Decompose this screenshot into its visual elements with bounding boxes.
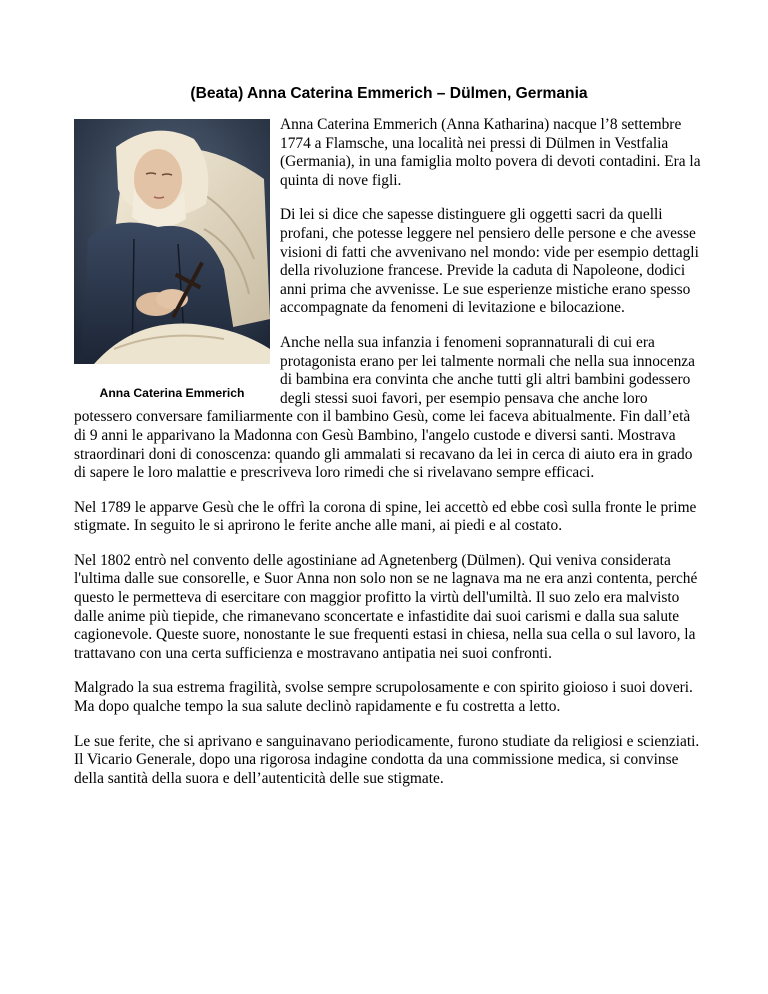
paragraph-birth: Anna Caterina Emmerich (Anna Katharina) nacque l’8 settembre 1774 a Flamsche, una località nei pressi di Dülmen in Vestfalia (Germania), in una famiglia molto povera di devoti contadini. Era la quinta di nove figli. [280,116,701,189]
paragraph-fragility: Malgrado la sua estrema fragilità, svolse sempre scrupolosamente e con spirito gioioso i suoi doveri. Ma dopo qualche tempo la sua salute declinò rapidamente e fu costretta a letto. [74,679,693,716]
document-title: (Beata) Anna Caterina Emmerich – Dülmen, Germania [190,85,588,102]
paragraph-convent: Nel 1802 entrò nel convento delle agostiniane ad Agnetenberg (Dülmen). Qui veniva considerata l'ultima dalle sue consorelle, e Suor Anna non solo non se ne lagnava ma ne era anzi contenta, perché questo le permetteva di esercitare con maggior profitto la virtù dell'umiltà. Il suo zelo era malvisto dalle anime più tiepide, che rimanevano sconcertate e infastidite dai suoi carismi e dalla sua salute cagionevole. Queste suore, nonostante le sue frequenti estasi in chiesa, nella sua cella o sul lavoro, la trattavano con una certa sufficienza e mostravano antipatia nei suoi confronti. [74,551,698,662]
portrait-figure [74,119,270,400]
document-page [74,84,704,804]
portrait-caption: Anna Caterina Emmerich [99,386,245,400]
paragraph-stigmata: Nel 1789 le apparve Gesù che le offrì la corona di spine, lei accettò ed ebbe così sulla fronte le prime stigmate. In seguito le si aprirono le ferite anche alle mani, ai piedi e al costato. [74,498,697,535]
paragraph-childhood: Anche nella sua infanzia i fenomeni soprannaturali di cui era protagonista erano per lei talmente normali che nella sua innocenza di bambina era convinta che anche tutti gli altri bambini godessero degli stessi suoi favori, per esempio pensava che anche loro potessero conversare familiarmente con il bambino Gesù, come lei faceva abitualmente. Fin dall’età di 9 anni le apparivano la Madonna con Gesù Bambino, l'angelo custode e diversi santi. Mostrava straordinari doni di conoscenza: quando gli ammalati si recavano da lei in cerca di aiuto era in grado di sapere le loro malattie e prescriveva loro rimedi che si rivelavano sempre efficaci. [74,333,695,482]
paragraph-wounds: Le sue ferite, che si aprivano e sanguinavano periodicamente, furono studiate da religiosi e scienziati. Il Vicario Generale, dopo una rigorosa indagine condotta da una commissione medica, si convinse della santità della suora e dell’autenticità delle sue stigmate. [74,732,700,787]
paragraph-gifts: Di lei si dice che sapesse distinguere gli oggetti sacri da quelli profani, che potesse leggere nel pensiero delle persone e che avesse visioni di fatti che avvenivano nel mondo: vide per esempio dettagli della rivoluzione francese. Previde la caduta di Napoleone, dodici anni prima che avvenisse. Le sue esperienze mistiche erano spesso accompagnate da fenomeni di levitazione e bilocazione. [280,206,699,317]
portrait-image [74,119,270,364]
